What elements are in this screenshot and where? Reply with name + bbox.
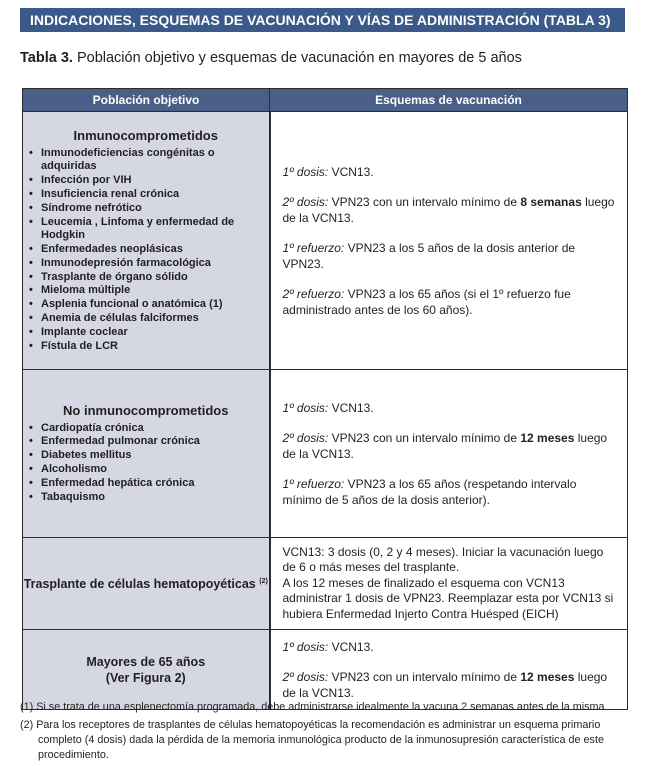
table-label: Tabla 3.	[20, 50, 73, 66]
group-title: Mayores de 65 años	[86, 654, 206, 669]
list-item: • Inmunodeficiencias congénitas o adquiridas	[41, 147, 263, 175]
list-item: • Insuficiencia renal crónica	[41, 188, 263, 202]
dose-line: 2º dosis: VPN23 con un intervalo mínimo de 12 meses luego de la VCN13.	[282, 430, 608, 461]
group-title: No inmunocomprometidos	[63, 402, 229, 418]
dose-line: 1º refuerzo: VPN23 a los 5 años de la dosis anterior de VPN23.	[282, 240, 576, 271]
table-title: Población objetivo y esquemas de vacunación en mayores de 5 años	[76, 50, 522, 66]
table-header-row	[23, 89, 628, 112]
scheme-cell	[270, 370, 628, 538]
list-item: • Diabetes mellitus	[41, 449, 263, 463]
population-cell	[23, 370, 270, 538]
group-title: Trasplante de células hematopoyéticas $^{(2)}$	[23, 577, 268, 592]
scheme-text: A los 12 meses de finalizado el esquema con VCN13 administrar 1 dosis de VPN23. Reemplazar esta por VCN13 si hubiera Enfermedad Injerto Contra Huésped (EICH)	[282, 575, 614, 621]
list-item: • Leucemia , Linfoma y enfermedad de Hodgkin	[41, 216, 263, 244]
scheme-cell	[270, 112, 628, 370]
list-item: • Síndrome nefrótico	[41, 202, 263, 216]
list-item: • Inmunodepresión farmacológica	[41, 257, 263, 271]
list-item: • Alcoholismo	[41, 463, 263, 477]
dose-line: 2º dosis: VPN23 con un intervalo mínimo de 12 meses luego de la VCN13.	[282, 669, 608, 700]
list-item: • Cardiopatía crónica	[41, 422, 263, 436]
vaccination-table	[22, 88, 628, 710]
table-row	[23, 538, 628, 630]
list-item: • Anemia de células falciformes	[41, 312, 263, 326]
section-banner: INDICACIONES, ESQUEMAS DE VACUNACIÓN Y VÍAS DE ADMINISTRACIÓN (TABLA 3)	[20, 8, 625, 32]
list-item: • Enfermedad hepática crónica	[41, 477, 263, 491]
table-row	[23, 370, 628, 538]
table-row	[23, 630, 628, 710]
condition-list	[23, 147, 269, 354]
list-item: • Tabaquismo	[41, 491, 263, 505]
dose-line: 2º dosis: VPN23 con un intervalo mínimo de 8 semanas luego de la VCN13.	[282, 194, 615, 225]
population-cell	[23, 630, 270, 710]
list-item: • Fístula de LCR	[41, 340, 263, 354]
population-cell	[23, 538, 270, 630]
list-item: • Mieloma múltiple	[41, 284, 263, 298]
dose-line: 1º dosis: VCN13.	[282, 164, 374, 179]
scheme-cell	[270, 538, 628, 630]
group-title: Inmunocomprometidos	[73, 127, 218, 143]
scheme-text: VCN13: 3 dosis (0, 2 y 4 meses). Iniciar la vacunación luego de 6 o más meses del trasplante.	[282, 544, 604, 575]
condition-list	[23, 422, 269, 505]
list-item: • Enfermedades neoplásicas	[41, 243, 263, 257]
list-item: • Infección por VIH	[41, 174, 263, 188]
list-item: • Implante coclear	[41, 326, 263, 340]
list-item: • Enfermedad pulmonar crónica	[41, 435, 263, 449]
dose-line: 1º dosis: VCN13.	[282, 400, 374, 415]
table-caption	[20, 50, 522, 66]
group-subtitle: (Ver Figura 2)	[105, 670, 186, 685]
dose-line: 1º refuerzo: VPN23 a los 65 años (respetando intervalo mínimo de 5 años de la dosis anterior).	[282, 476, 577, 507]
table-row	[23, 112, 628, 370]
list-item: • Trasplante de órgano sólido	[41, 271, 263, 285]
population-cell	[23, 112, 270, 370]
dose-line: 1º dosis: VCN13.	[282, 639, 374, 654]
list-item: • Asplenia funcional o anatómica (1)	[41, 298, 263, 312]
dose-line: 2º refuerzo: VPN23 a los 65 años (si el 1º refuerzo fue administrado antes de los 60 años).	[282, 286, 571, 317]
scheme-cell	[270, 630, 628, 710]
column-header-schemes: Esquemas de vacunación	[270, 89, 628, 112]
column-header-population: Población objetivo	[23, 89, 270, 112]
footnote: (2) Para los receptores de trasplantes de células hematopoyéticas la recomendación es administrar un esquema primario completo (4 dosis) dada la pérdida de la memoria inmunológica producto de la inmunosupresión característica de este procedimiento.	[20, 719, 604, 761]
footnote: (1) Si se trata de una esplenectomía programada, debe administrarse idealmente la vacuna 2 semanas antes de la misma	[20, 701, 605, 713]
footnotes	[20, 700, 630, 766]
